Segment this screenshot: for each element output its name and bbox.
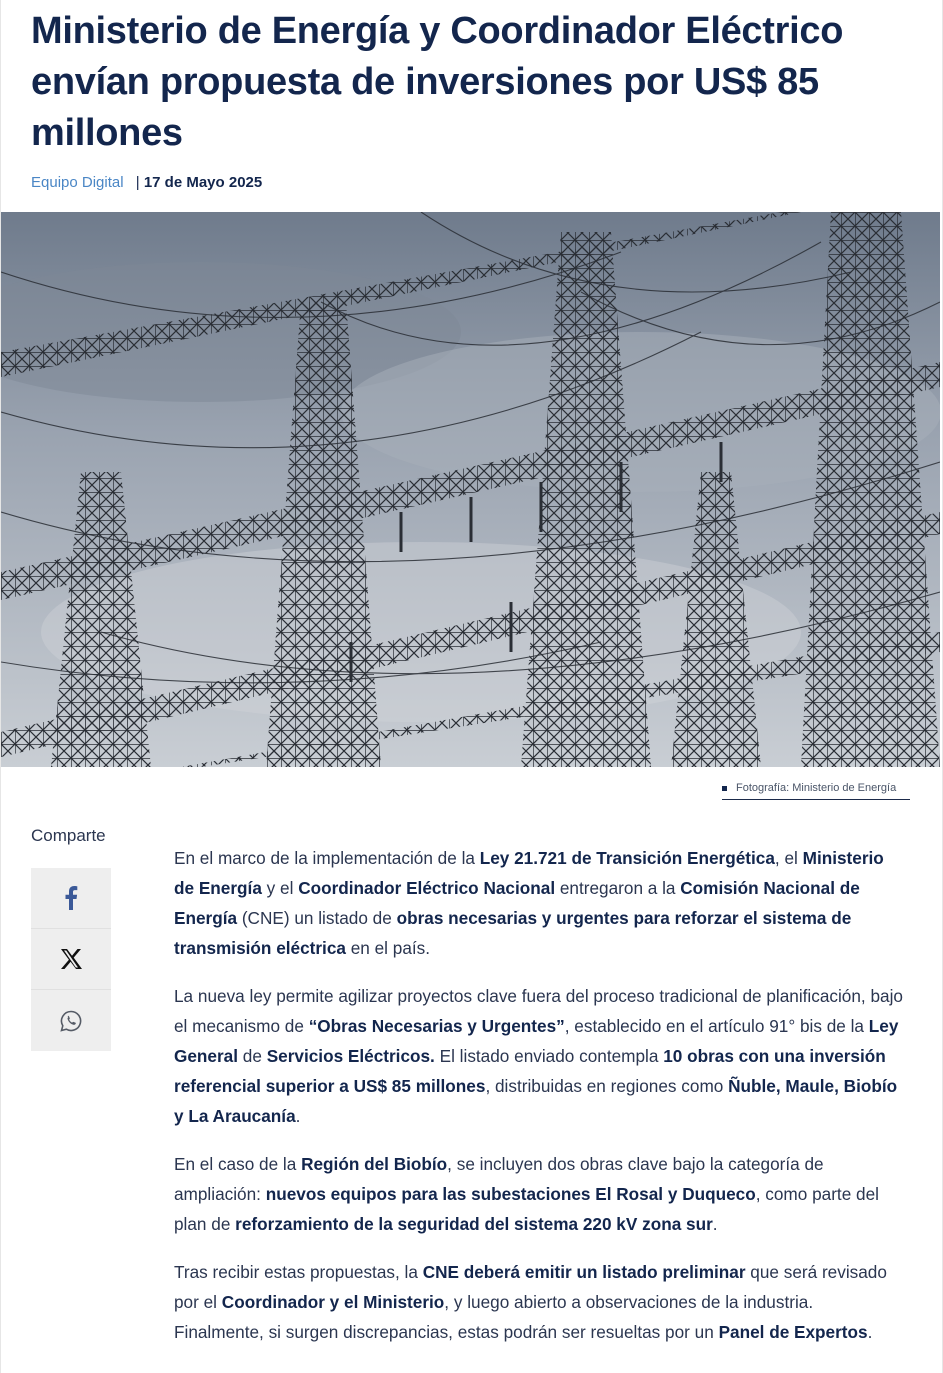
substation-photo (1, 212, 940, 767)
facebook-icon (64, 886, 78, 910)
paragraph-3: En el caso de la Región del Biobío, se incluyen dos obras clave bajo la categoría de ampliación: nuevos equipos para las subestaciones El Rosal y Duqueco, como parte del plan de reforzamiento de la seguridad del sistema 220 kV zona sur. (174, 1154, 879, 1234)
caption-text: Fotografía: Ministerio de Energía (736, 782, 897, 794)
byline-separator: | (135, 174, 140, 191)
caption-bullet (722, 786, 727, 791)
article-byline (31, 173, 262, 193)
hero-image (1, 212, 940, 767)
author-link[interactable]: Equipo Digital (31, 174, 124, 191)
share-label: Comparte (31, 826, 106, 845)
paragraph-1: En el marco de la implementación de la Ley 21.721 de Transición Energética, el Ministerio de Energía y el Coordinador Eléctrico Nacional entregaron a la Comisión Nacional de Energía (CNE) un listado de obras necesarias y urgentes para reforzar el sistema de transmisión eléctrica en el país. (174, 848, 884, 958)
whatsapp-icon (60, 1010, 82, 1032)
article-body (174, 843, 904, 1365)
article-title: Ministerio de Energía y Coordinador Eléctrico envían propuesta de inversiones por US$ 85 millones (31, 10, 844, 154)
share-whatsapp-button[interactable] (31, 990, 111, 1051)
x-icon (60, 949, 82, 969)
paragraph-4: Tras recibir estas propuestas, la CNE deberá emitir un listado preliminar que será revisado por el Coordinador y el Ministerio, y luego abierto a observaciones de la industria. Finalmente, si surgen discrepancias, estas podrán ser resueltas por un Panel de Expertos. (174, 1262, 887, 1342)
paragraph-2: La nueva ley permite agilizar proyectos clave fuera del proceso tradicional de planificación, bajo el mecanismo de “Obras Necesarias y Urgentes”, establecido en el artículo 91° bis de la Ley General de Servicios Eléctricos. El listado enviado contempla 10 obras con una inversión referencial superior a US$ 85 millones, distribuidas en regiones como Ñuble, Maule, Biobío y La Araucanía. (174, 986, 903, 1126)
image-caption (722, 782, 910, 800)
publish-date: 17 de Mayo 2025 (143, 174, 263, 191)
share-x-button[interactable] (31, 929, 111, 990)
share-facebook-button[interactable] (31, 868, 111, 929)
